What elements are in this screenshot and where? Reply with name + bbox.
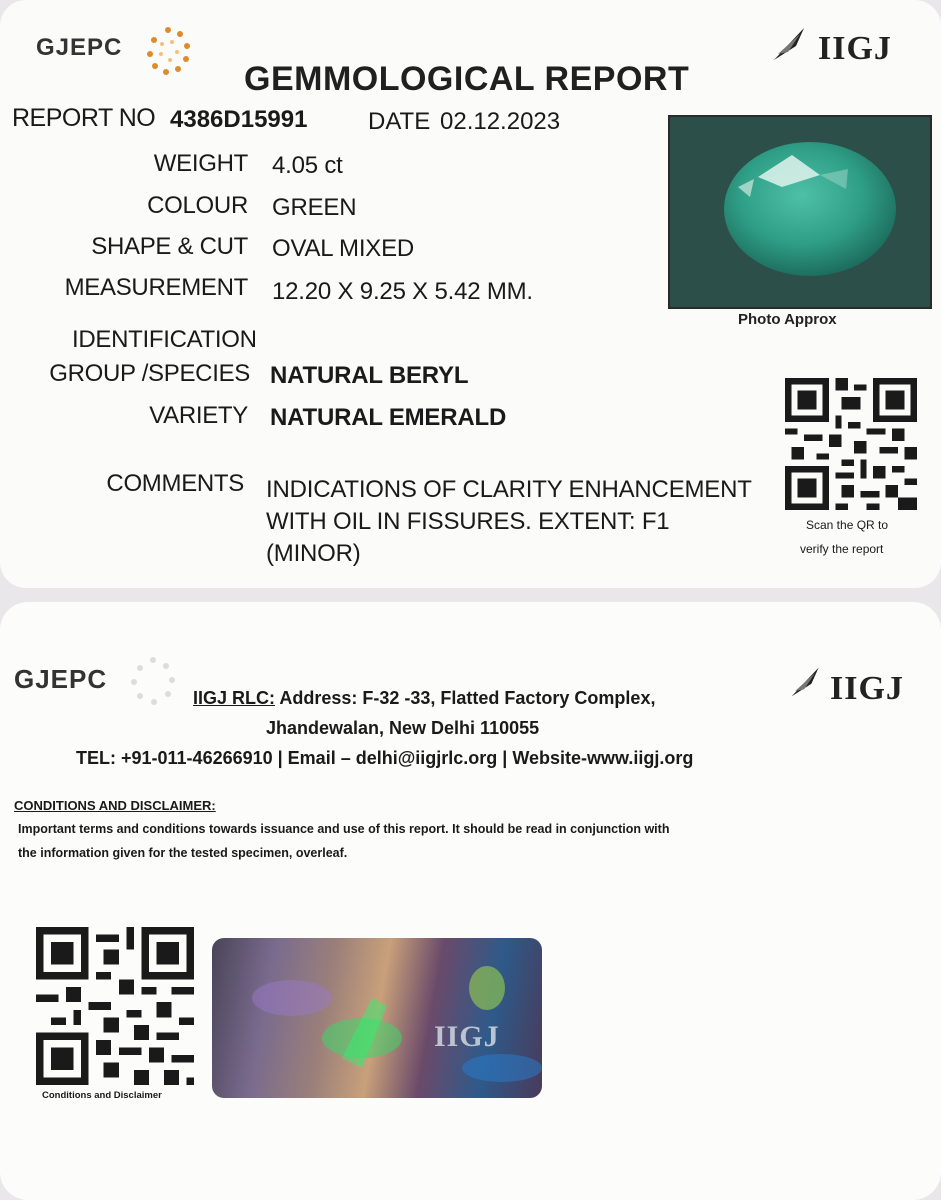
comments-line-1: INDICATIONS OF CLARITY ENHANCEMENT bbox=[266, 476, 752, 503]
report-back-card bbox=[0, 602, 941, 1200]
qr-caption-line-1: Scan the QR to bbox=[806, 518, 889, 532]
photo-caption: Photo Approx bbox=[738, 311, 837, 328]
group-species-label: GROUP /SPECIES bbox=[49, 360, 250, 387]
qr-caption-line-2: verify the report bbox=[800, 542, 884, 556]
address-label: IIGJ RLC: bbox=[193, 688, 276, 708]
gjepc-logo bbox=[36, 30, 196, 80]
hologram-pattern-image bbox=[212, 938, 542, 1098]
variety-value: NATURAL EMERALD bbox=[270, 404, 507, 431]
arrow-emblem-back-icon bbox=[788, 664, 824, 700]
iigj-logo-text: IIGJ bbox=[818, 30, 892, 67]
conditions-line-1: Important terms and conditions towards issuance and use of this report. It should be read in conjunction with bbox=[18, 822, 670, 836]
sunburst-icon bbox=[142, 24, 194, 80]
measurement-label: MEASUREMENT bbox=[64, 274, 248, 301]
gem-photo bbox=[668, 115, 932, 309]
variety-label: VARIETY bbox=[149, 402, 248, 429]
report-title: GEMMOLOGICAL REPORT bbox=[244, 60, 690, 98]
colour-label: COLOUR bbox=[147, 192, 248, 219]
comments-line-2: WITH OIL IN FISSURES. EXTENT: F1 bbox=[266, 508, 670, 535]
emerald-gem-image bbox=[670, 117, 930, 307]
date-label: DATE bbox=[368, 108, 431, 135]
report-front-card bbox=[0, 0, 941, 588]
iigj-logo-back-text: IIGJ bbox=[830, 670, 904, 707]
arrow-emblem-icon bbox=[770, 24, 810, 64]
iigj-logo bbox=[770, 20, 920, 80]
report-no-value: 4386D15991 bbox=[170, 106, 308, 133]
identification-label: IDENTIFICATION bbox=[72, 326, 257, 353]
iigj-logo-back bbox=[770, 662, 920, 722]
gjepc-logo-back-text: GJEPC bbox=[14, 664, 108, 694]
conditions-heading: CONDITIONS AND DISCLAIMER: bbox=[14, 798, 216, 813]
weight-value: 4.05 ct bbox=[272, 152, 343, 179]
verify-qr-code[interactable] bbox=[784, 378, 918, 510]
weight-label: WEIGHT bbox=[153, 150, 248, 177]
hologram-seal bbox=[212, 938, 542, 1098]
address-line-2: Jhandewalan, New Delhi 110055 bbox=[266, 718, 540, 738]
gjepc-logo-text: GJEPC bbox=[36, 34, 123, 61]
shape-cut-label: SHAPE & CUT bbox=[91, 233, 248, 260]
measurement-value: 12.20 X 9.25 X 5.42 MM. bbox=[272, 278, 533, 305]
contact-line: TEL: +91-011-46266910 | Email – delhi@iigjrlc.org | Website-www.iigj.org bbox=[76, 748, 694, 768]
sunburst-faded-icon bbox=[126, 654, 180, 710]
conditions-qr-caption: Conditions and Disclaimer bbox=[42, 1090, 162, 1101]
address-line-1: Address: F-32 -33, Flatted Factory Complex, bbox=[279, 688, 656, 708]
gjepc-logo-back bbox=[14, 658, 184, 708]
colour-value: GREEN bbox=[272, 194, 357, 221]
report-no-label: REPORT NO bbox=[12, 104, 156, 132]
conditions-line-2: the information given for the tested specimen, overleaf. bbox=[18, 846, 348, 860]
shape-cut-value: OVAL MIXED bbox=[272, 235, 415, 262]
date-value: 02.12.2023 bbox=[440, 108, 561, 135]
comments-label: COMMENTS bbox=[106, 470, 244, 497]
hologram-iigj-text: IIGJ bbox=[434, 1020, 500, 1053]
address-block bbox=[193, 688, 655, 709]
conditions-qr-code[interactable] bbox=[36, 926, 194, 1086]
comments-line-3: (MINOR) bbox=[266, 540, 361, 567]
group-species-value: NATURAL BERYL bbox=[270, 362, 469, 389]
